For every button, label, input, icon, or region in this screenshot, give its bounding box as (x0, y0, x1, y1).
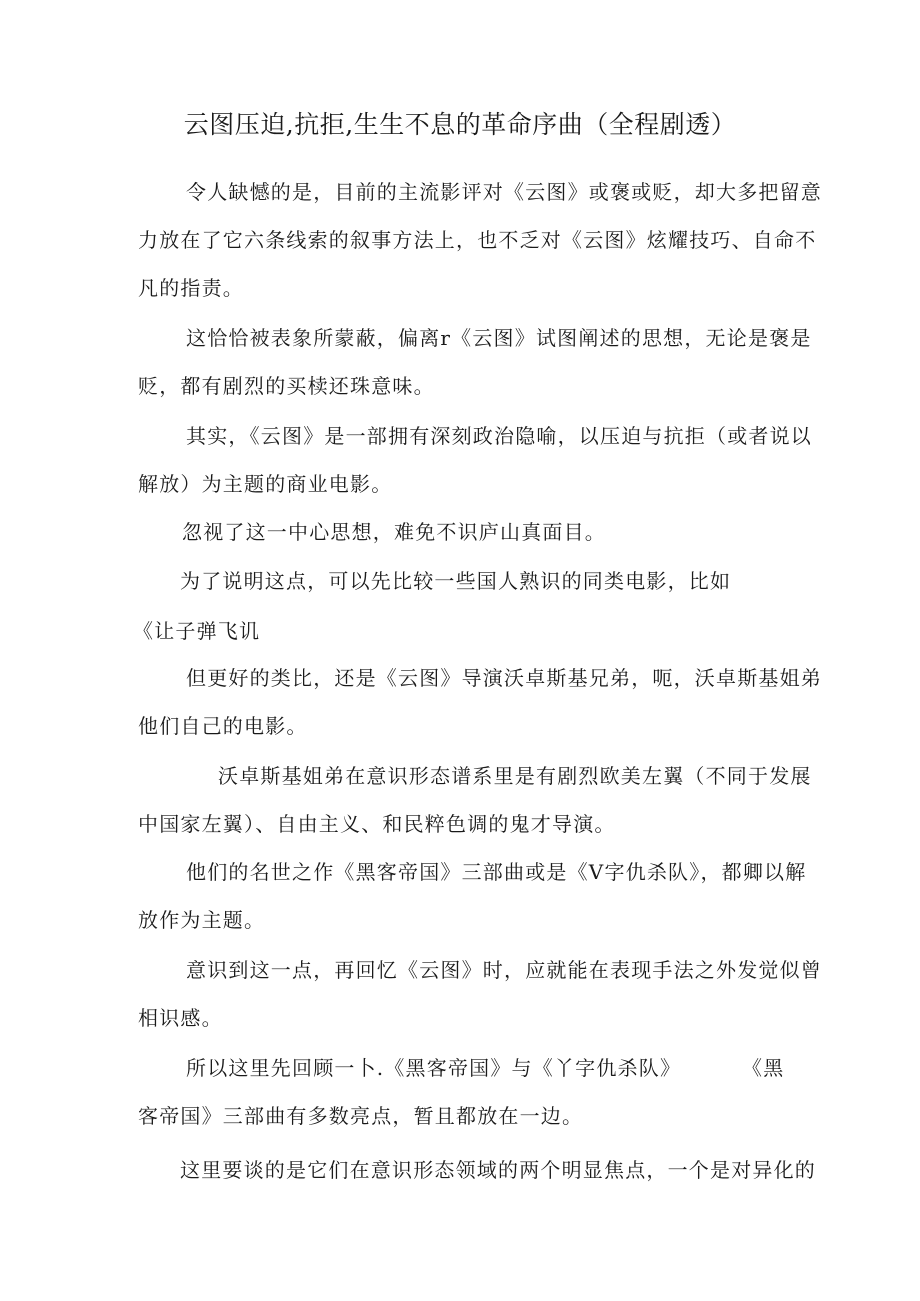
paragraph-3-line-2: 解放）为主题的商业电影。 (138, 472, 393, 496)
paragraph-5-line-1: 为了说明这点，可以先比较一些国人熟识的同类电影，比如 (180, 569, 732, 593)
paragraph-3-line-1: 其实，《云图》是一部拥有深刻政治隐喻，以压迫与抗拒（或者说以 (186, 424, 812, 448)
paragraph-2-line-2: 贬，都有剧烈的买椟还珠意味。 (138, 374, 435, 398)
paragraph-9-line-1: 意识到这一点，再回忆《云图》时，应就能在表现手法之外发觉似曾 (186, 958, 822, 982)
paragraph-7-line-1: 沃卓斯基姐弟在意识形态谱系里是有剧烈欧美左翼（不同于发展 (218, 764, 812, 788)
paragraph-1-line-2: 力放在了它六条线索的叙事方法上，也不乏对《云图》炫耀技巧、自命不 (138, 228, 817, 252)
paragraph-8-line-2: 放作为主题。 (138, 908, 266, 932)
paragraph-2-line-1: 这恰恰被表象所蒙蔽，偏离r《云图》试图阐述的思想，无论是褒是 (186, 326, 812, 350)
paragraph-8-line-1: 他们的名世之作《黑客帝国》三部曲或是《V字仇杀队》，都卿以解 (186, 860, 807, 884)
paragraph-1-line-1: 令人缺憾的是，目前的主流影评对《云图》或褒或贬，却大多把留意 (186, 180, 822, 204)
paragraph-6-line-1: 但更好的类比，还是《云图》导演沃卓斯基兄弟，呃，沃卓斯基姐弟 (186, 666, 822, 690)
document-title: 云图压迫,抗拒,生生不息的革命序曲（全程剧透） (183, 110, 737, 139)
paragraph-1-line-3: 凡的指责。 (138, 276, 244, 300)
paragraph-10-line-1-end: 《黑 (742, 1056, 785, 1080)
paragraph-7-line-2: 中国家左翼）、自由主义、和民粹色调的鬼才导演。 (138, 812, 616, 836)
paragraph-5-line-2: 《让子弹飞讥 (133, 619, 261, 643)
paragraph-6-line-2: 他们自己的电影。 (138, 714, 308, 738)
paragraph-9-line-2: 相识感。 (138, 1006, 223, 1030)
paragraph-10-line-1: 所以这里先回顾一卜.《黑客帝国》与《丫字仇杀队》 (186, 1056, 682, 1080)
paragraph-11-line-1: 这里要谈的是它们在意识形态领域的两个明显焦点，一个是对异化的 (180, 1158, 816, 1182)
paragraph-10-line-2: 客帝国》三部曲有多数亮点，暂且都放在一边。 (138, 1104, 584, 1128)
paragraph-4-line-1: 忽视了这一中心思想，难免不识庐山真面目。 (182, 520, 606, 544)
